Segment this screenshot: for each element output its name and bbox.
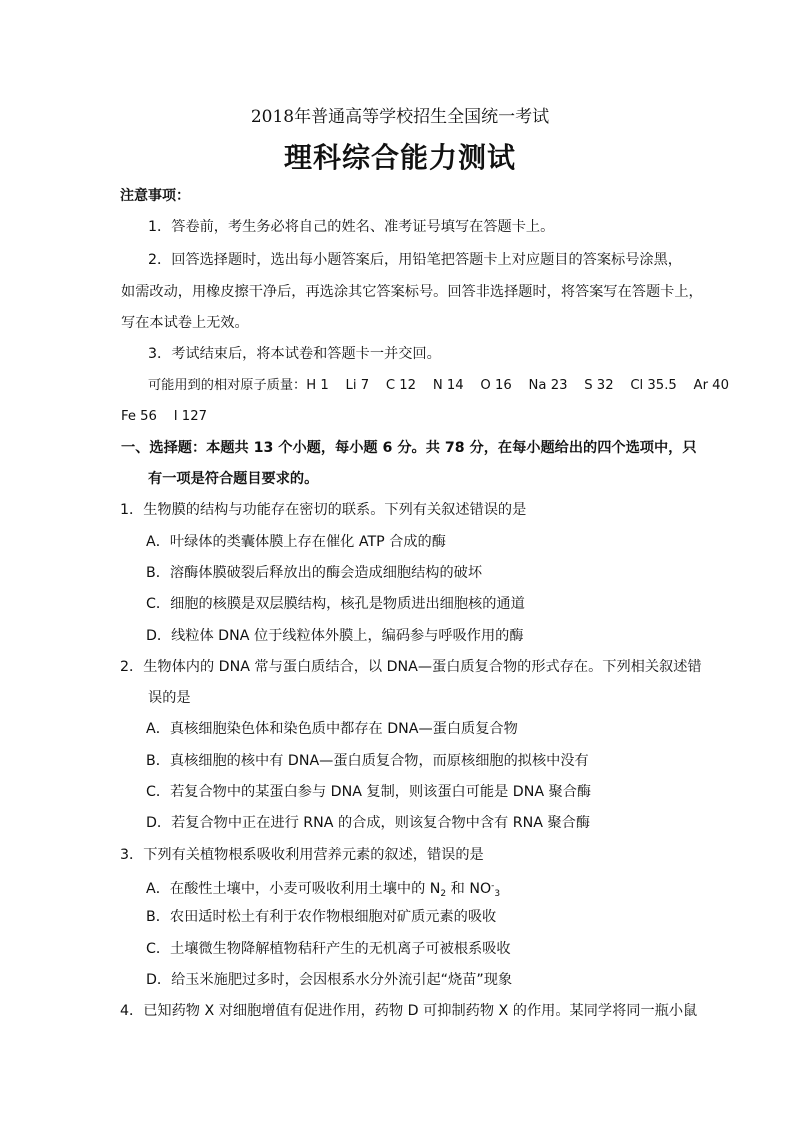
section-heading-line-2: 有一项是符合题目要求的。 [148,471,319,487]
exam-subtitle: 2018年普通高等学校招生全国统一考试 [250,107,550,127]
notice-item-2-line-2: 如需改动，用橡皮擦干净后，再选涂其它答案标号。回答非选择题时，将答案写在答题卡上， [121,284,703,300]
question-2-option-a: A．真核细胞染色体和染色质中都存在 DNA—蛋白质复合物 [146,721,518,737]
question-3-option-c: C．土壤微生物降解植物秸秆产生的无机离子可被根系吸收 [146,941,511,957]
question-2-option-b: B．真核细胞的核中有 DNA—蛋白质复合物，而原核细胞的拟核中没有 [146,753,589,769]
question-2-stem-line-2: 误的是 [148,690,191,706]
question-1-option-a: A．叶绿体的类囊体膜上存在催化 ATP 合成的酶 [146,534,446,550]
section-heading-line-1: 一、选择题：本题共 13 个小题，每小题 6 分。共 78 分，在每小题给出的四个选项中，只 [121,440,697,456]
exam-title: 理科综合能力测试 [283,141,516,174]
question-3-option-a: A．在酸性土壤中，小麦可吸收利用土壤中的 $N_2$ 和 $NO^-_3$ [146,881,501,899]
question-1-option-b: B．溶酶体膜破裂后释放出的酶会造成细胞结构的破坏 [146,565,483,581]
notice-item-1: 1．答卷前，考生务必将自己的姓名、准考证号填写在答题卡上。 [148,219,555,235]
notice-item-3: 3．考试结束后，将本试卷和答题卡一并交回。 [148,346,441,362]
question-3-option-d: D．给玉米施肥过多时，会因根系水分外流引起“烧苗”现象 [146,972,513,988]
question-3-option-b: B．农田适时松土有利于农作物根细胞对矿质元素的吸收 [146,909,497,925]
question-2-option-d: D．若复合物中正在进行 RNA 的合成，则该复合物中含有 RNA 聚合酶 [146,815,591,831]
notice-heading: 注意事项： [120,188,190,204]
question-3-stem: 3．下列有关植物根系吸收利用营养元素的叙述，错误的是 [120,847,484,863]
question-1-option-d: D．线粒体 DNA 位于线粒体外膜上，编码参与呼吸作用的酶 [146,628,524,644]
question-1-stem: 1．生物膜的结构与功能存在密切的联系。下列有关叙述错误的是 [120,502,527,518]
notice-item-2-line-1: 2．回答选择题时，选出每小题答案后，用铅笔把答题卡上对应题目的答案标号涂黑， [148,252,682,268]
question-2-stem-line-1: 2．生物体内的 DNA 常与蛋白质结合，以 DNA—蛋白质复合物的形式存在。下列相关叙述错 [120,659,702,675]
atomic-mass-line-1: 可能用到的相对原子质量：H 1 Li 7 C 12 N 14 O 16 Na 23 S 32 Cl 35.5 Ar 40 [148,378,729,393]
notice-item-2-line-3: 写在本试卷上无效。 [121,315,249,331]
question-1-option-c: C．细胞的核膜是双层膜结构，核孔是物质进出细胞核的通道 [146,596,525,612]
question-2-option-c: C．若复合物中的某蛋白参与 DNA 复制，则该蛋白可能是 DNA 聚合酶 [146,784,592,800]
atomic-mass-line-2: Fe 56 I 127 [121,409,207,424]
question-4-stem: 4．已知药物 X 对细胞增值有促进作用，药物 D 可抑制药物 X 的作用。某同学将同一瓶小鼠 [120,1003,698,1019]
